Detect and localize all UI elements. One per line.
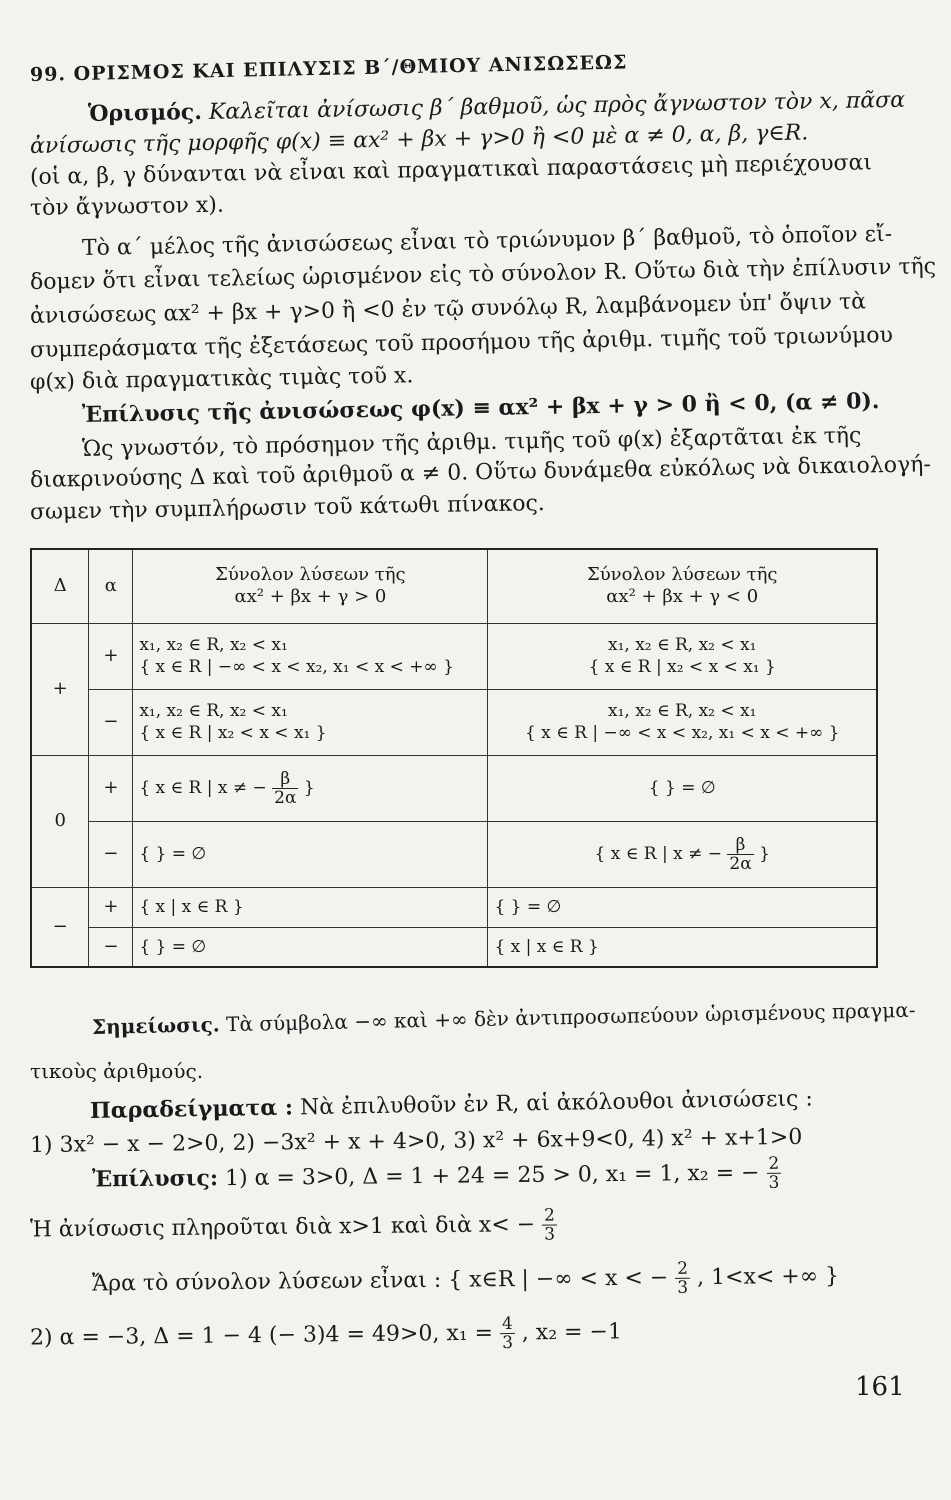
fraction <box>500 1315 515 1352</box>
gt-cell: { x | x ∈ R } <box>133 887 488 927</box>
cell-line: x₁, x₂ ∈ R, x₂ < x₁ <box>607 635 757 655</box>
cell-line: x₁, x₂ ∈ R, x₂ < x₁ <box>607 701 757 721</box>
fraction-denominator: 2α <box>274 787 297 808</box>
table-header-row <box>31 549 877 623</box>
table-row <box>31 887 877 927</box>
fraction-denominator: 3 <box>502 1332 514 1354</box>
fraction-numerator: 2 <box>768 1153 780 1174</box>
fraction-numerator: β <box>272 770 298 789</box>
alpha-cell: − <box>89 821 133 887</box>
fraction <box>542 1206 557 1243</box>
page-number: 161 <box>855 1372 905 1402</box>
solution-text: Ἡ ἀνίσωσις πληροῦται διὰ x>1 καὶ διὰ x< − <box>29 1212 536 1243</box>
alpha-cell: + <box>89 755 133 821</box>
cell-line: { x ∈ R | x₂ < x < x₁ } <box>139 723 327 743</box>
header-gt-line-2: αx² + βx + γ > 0 <box>234 586 387 608</box>
gt-cell: { } = ∅ <box>133 927 488 967</box>
fraction <box>727 836 753 873</box>
gt-cell <box>133 689 488 755</box>
paragraph2-line-2: διακρινούσης Δ καὶ τοῦ ἀριθμοῦ α ≠ 0. Οὕτω δυνάμεθα εὐκόλως νὰ δικαιολογή- <box>29 452 931 493</box>
definition-line-2: ἀνίσωσις τῆς μορφῆς φ(x) ≡ αx² + βx + γ>0 ἢ <0 μὲ α ≠ 0, α, β, γ∈R. <box>29 120 809 159</box>
cell-line: x₁, x₂ ∈ R, x₂ < x₁ <box>139 635 288 655</box>
table-row <box>31 927 877 967</box>
fraction-numerator: β <box>727 836 753 855</box>
table-row <box>31 689 877 755</box>
lt-cell: { } = ∅ <box>488 887 877 927</box>
paragraph1-line-5: φ(x) διὰ πραγματικὰς τιμὰς τοῦ x. <box>29 363 414 395</box>
alpha-cell: + <box>89 623 133 689</box>
fraction <box>272 770 298 807</box>
lt-cell: { } = ∅ <box>488 755 877 821</box>
alpha-cell: − <box>89 927 133 967</box>
solution-line-2 <box>30 1206 557 1249</box>
definition-lead: Ὁρισμός. <box>87 99 203 127</box>
cell-text: { x ∈ R | x ≠ − <box>594 843 722 864</box>
fraction-denominator: 2α <box>729 853 752 874</box>
paragraph1-line-4: συμπεράσματα τῆς ἐξετάσεως τοῦ προσήμου τῆς ἀριθμ. τιμῆς τοῦ τριωνύμου <box>29 322 894 363</box>
definition-text-1: Καλεῖται ἀνίσωσις β΄ βαθμοῦ, ὡς πρὸς ἄγνωστον τὸν x, πᾶσα <box>208 87 906 125</box>
solution-text: Ἄρα τὸ σύνολον λύσεων εἶναι : { x∈R | −∞ < x < − <box>91 1265 669 1297</box>
paragraph1-line-3: ἀνισώσεως αx² + βx + γ>0 ἢ <0 ἐν τῷ συνόλῳ R, λαμβάνομεν ὑπ' ὄψιν τὰ <box>29 289 867 329</box>
paragraph1-line-1: Τὸ α΄ μέλος τῆς ἀνισώσεως εἶναι τὸ τριώνυμον β΄ βαθμοῦ, τὸ ὁποῖον εἴ- <box>81 221 893 261</box>
section-heading: 99. ΟΡΙΣΜΟΣ ΚΑΙ ΕΠΙΛΥΣΙΣ Β΄/ΘΜΙΟΥ ΑΝΙΣΩΣΕΩΣ <box>29 51 628 86</box>
solution-line-4 <box>30 1314 622 1357</box>
solution-text: , x₂ = −1 <box>521 1319 623 1346</box>
solution-line-1 <box>92 1155 782 1199</box>
fraction-denominator: 3 <box>768 1172 780 1193</box>
fraction-numerator: 2 <box>677 1258 689 1279</box>
definition-line-3: (οἱ α, β, γ δύνανται νὰ εἶναι καὶ πραγματικαὶ παραστάσεις μὴ περιέχουσαι <box>29 150 873 190</box>
header-solution-lt <box>488 549 877 623</box>
solution-heading: Ἐπίλυσις τῆς ἀνισώσεως φ(x) ≡ αx² + βx + γ > 0 ἢ < 0, (α ≠ 0). <box>81 388 880 428</box>
header-lt-line-2: αx² + βx + γ < 0 <box>606 586 759 608</box>
header-solution-gt <box>133 549 488 623</box>
header-gt-line-1: Σύνολον λύσεων τῆς <box>215 564 406 586</box>
fraction-denominator: 3 <box>544 1224 556 1245</box>
solution-text: 2) α = −3, Δ = 1 − 4 (− 3)4 = 49>0, x₁ = <box>29 1320 494 1351</box>
paragraph2-line-3: σωμεν τὴν συμπλήρωσιν τοῦ κάτωθι πίνακος. <box>29 491 546 525</box>
solution-text: , 1<x< +∞ } <box>696 1263 840 1291</box>
note-lead: Σημείωσις. <box>91 1012 220 1039</box>
gt-cell <box>133 755 488 821</box>
solution-line-3 <box>92 1258 840 1303</box>
paragraph2-line-1: Ὡς γνωστόν, τὸ πρόσημον τῆς ἀριθμ. τιμῆς τοῦ φ(x) ἐξαρτᾶται ἐκ τῆς <box>81 423 862 462</box>
alpha-cell: − <box>89 689 133 755</box>
examples-list: 1) 3x² − x − 2>0, 2) −3x² + x + 4>0, 3) x² + 6x+9<0, 4) x² + x+1>0 <box>29 1124 803 1158</box>
definition-line-4: τὸν ἄγνωστον x). <box>29 192 225 221</box>
lt-cell <box>488 821 877 887</box>
cell-text: } <box>303 777 315 798</box>
paragraph1-line-2: δομεν ὅτι εἶναι τελείως ὡρισμένον εἰς τὸ σύνολον R. Οὕτω διὰ τὴν ἐπίλυσιν τῆς <box>29 254 937 295</box>
header-alpha: α <box>89 549 133 623</box>
lt-cell: { x | x ∈ R } <box>488 927 877 967</box>
table-row <box>31 821 877 887</box>
table-row <box>31 755 877 821</box>
header-delta: Δ <box>31 549 89 623</box>
cell-line: x₁, x₂ ∈ R, x₂ < x₁ <box>139 701 288 721</box>
delta-positive: + <box>31 623 89 755</box>
cell-text: } <box>759 843 770 864</box>
fraction-numerator: 2 <box>543 1205 555 1226</box>
alpha-cell: + <box>89 887 133 927</box>
delta-negative: − <box>31 887 89 967</box>
examples-intro-text: Νὰ ἐπιλυθοῦν ἐν R, αἱ ἀκόλουθοι ἀνισώσεις : <box>299 1086 813 1121</box>
table-row <box>31 623 877 689</box>
cell-line: { x ∈ R | −∞ < x < x₂, x₁ < x < +∞ } <box>524 723 840 743</box>
note-line-2: τικοὺς ἀριθμούς. <box>30 1059 204 1083</box>
fraction <box>766 1155 781 1192</box>
lt-cell <box>488 623 877 689</box>
cell-line: { x ∈ R | −∞ < x < x₂, x₁ < x < +∞ } <box>139 657 454 677</box>
solution-sets-table <box>30 548 878 968</box>
cell-line: { x ∈ R | x₂ < x < x₁ } <box>588 657 776 677</box>
header-lt-line-1: Σύνολον λύσεων τῆς <box>586 564 778 586</box>
solution-lead: Ἐπίλυσις: <box>91 1165 219 1193</box>
gt-cell <box>133 623 488 689</box>
solution-text: 1) α = 3>0, Δ = 1 + 24 = 25 > 0, x₁ = 1, x₂ = − <box>224 1160 760 1192</box>
delta-zero: 0 <box>31 755 89 887</box>
lt-cell <box>488 689 877 755</box>
fraction-denominator: 3 <box>677 1277 689 1298</box>
examples-intro <box>90 1085 813 1125</box>
cell-text: { x ∈ R | x ≠ − <box>139 777 267 798</box>
note-line-1 <box>92 997 916 1040</box>
fraction-numerator: 4 <box>501 1313 513 1335</box>
note-text: Τὰ σύμβολα −∞ καὶ +∞ δὲν ἀντιπροσωπεύουν ὡρισμένους πραγμα- <box>225 997 916 1037</box>
fraction <box>675 1260 690 1297</box>
examples-lead: Παραδείγματα : <box>89 1094 294 1124</box>
gt-cell: { } = ∅ <box>133 821 488 887</box>
